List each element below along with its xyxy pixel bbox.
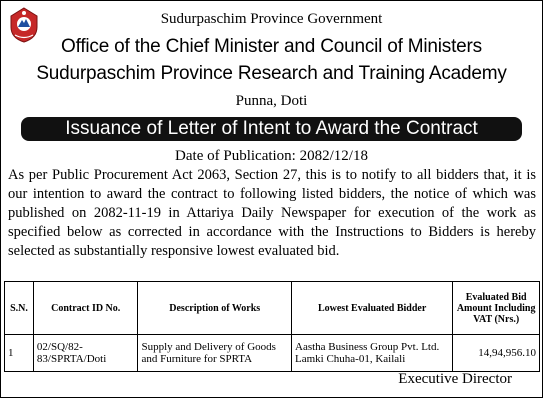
header-amount: Evaluated Bid Amount Including VAT (Nrs.) [453, 282, 540, 335]
table-row [5, 335, 540, 372]
notice-title-banner: Issuance of Letter of Intent to Award the Contract [21, 117, 522, 141]
location: Punna, Doti [235, 93, 308, 109]
notice-body: As per Public Procurement Act 2063, Section 27, this is to notify to all bidders that, it is our intention to award the contract to following listed bidders, the notice of which was published on 2082-11-19 in Attariya Daily Newspaper for execution of the work as specified below as corrected in accordance with the Instructions to Bidders is hereby selected as substantially responsive lowest evaluated bid. [8, 167, 536, 259]
cell-description: Supply and Delivery of Goods and Furniture for SPRTA [138, 335, 292, 372]
cell-bidder: Aastha Business Group Pvt. Ltd. Lamki Chuha-01, Kailali [292, 335, 453, 372]
table-header-row [5, 282, 540, 335]
header-description: Description of Works [138, 282, 292, 335]
header-contract-id: Contract ID No. [33, 282, 138, 335]
header-sn: S.N. [5, 282, 34, 335]
award-table [4, 281, 540, 372]
office-name: Office of the Chief Minister and Council of Ministers [61, 36, 482, 57]
cell-contract-id: 02/SQ/82-83/SPRTA/Doti [33, 335, 138, 372]
signatory-title: Executive Director [398, 371, 512, 387]
academy-name: Sudurpaschim Province Research and Training Academy [36, 63, 507, 84]
header-bidder: Lowest Evaluated Bidder [292, 282, 453, 335]
cell-amount: 14,94,956.10 [453, 335, 540, 372]
cell-sn: 1 [5, 335, 34, 372]
government-name: Sudurpaschim Province Government [160, 11, 383, 27]
publication-date: Date of Publication: 2082/12/18 [175, 148, 368, 164]
